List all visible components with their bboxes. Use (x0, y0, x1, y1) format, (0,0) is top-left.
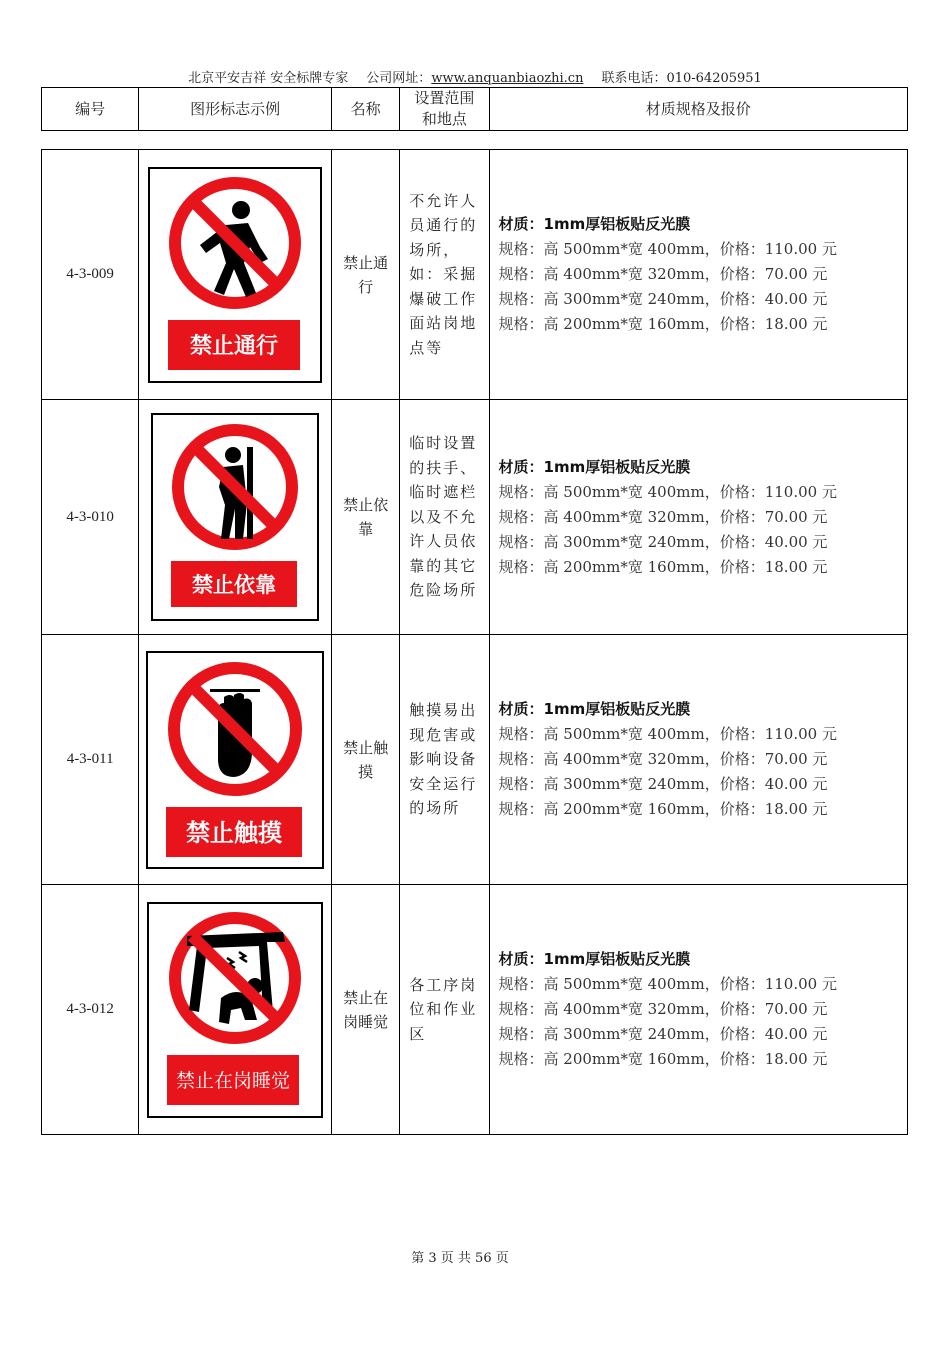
table-row (42, 150, 908, 400)
header-code: 编号 (42, 88, 139, 131)
spec-line: 规格：高 400mm*宽 320mm，价格：70.00 元 (498, 1000, 828, 1018)
prohibition-sign (151, 413, 319, 621)
sign-table (41, 149, 908, 1135)
spec-line: 规格：高 300mm*宽 240mm，价格：40.00 元 (498, 775, 828, 793)
page-footer: 第 3 页 共 56 页 (411, 1251, 509, 1266)
spec-line: 规格：高 300mm*宽 240mm，价格：40.00 元 (498, 290, 828, 308)
header-name: 名称 (331, 88, 399, 131)
prohibition-sign (147, 902, 323, 1118)
prohibition-sign (146, 651, 324, 869)
sign-code: 4-3-010 (42, 400, 139, 635)
spec-line: 规格：高 400mm*宽 320mm，价格：70.00 元 (498, 750, 828, 768)
spec-line: 规格：高 200mm*宽 160mm，价格：18.00 元 (498, 557, 828, 576)
header-image: 图形标志示例 (139, 88, 332, 131)
spec-line: 规格：高 400mm*宽 320mm，价格：70.00 元 (498, 507, 828, 526)
prohibition-sign (148, 167, 322, 383)
site-url-link[interactable]: www.anquanbiaozhi.cn (431, 71, 584, 86)
material-line: 材质：1mm厚铝板贴反光膜 (498, 457, 691, 476)
table-row (42, 400, 908, 635)
table-row (42, 885, 908, 1135)
phone-number: 联系电话：010-64205951 (601, 71, 762, 86)
sign-image (139, 400, 332, 635)
spec-line: 规格：高 300mm*宽 240mm，价格：40.00 元 (498, 1025, 828, 1043)
sign-label: 禁止在岗睡觉 (176, 1069, 291, 1092)
spec-line: 规格：高 300mm*宽 240mm，价格：40.00 元 (498, 532, 828, 551)
spec-cell (489, 885, 907, 1135)
header-scope: 设置范围和地点 (400, 88, 489, 131)
material-line: 材质：1mm厚铝板贴反光膜 (498, 215, 691, 233)
sign-label: 禁止通行 (190, 333, 279, 359)
sign-label: 禁止依靠 (192, 573, 277, 597)
sign-name: 禁止触摸 (331, 635, 399, 885)
sign-scope: 各工序岗位和作业区 (400, 885, 489, 1135)
sign-scope: 触摸易出现危害或影响设备安全运行的场所 (400, 635, 489, 885)
spec-line: 规格：高 500mm*宽 400mm，价格：110.00 元 (498, 240, 837, 258)
sign-scope: 不允许人员通行的场所，如：采掘爆破工作面站岗地点等 (400, 150, 489, 400)
page-header (0, 67, 950, 86)
spec-line: 规格：高 200mm*宽 160mm，价格：18.00 元 (498, 315, 828, 333)
spec-line: 规格：高 200mm*宽 160mm，价格：18.00 元 (498, 1050, 828, 1068)
sign-name: 禁止依靠 (331, 400, 399, 635)
spec-line: 规格：高 500mm*宽 400mm，价格：110.00 元 (498, 725, 837, 743)
spec-cell (489, 635, 907, 885)
spec-cell (489, 400, 907, 635)
spec-line: 规格：高 500mm*宽 400mm，价格：110.00 元 (498, 482, 837, 501)
sign-code: 4-3-009 (42, 150, 139, 400)
sign-name: 禁止在岗睡觉 (331, 885, 399, 1135)
sign-name: 禁止通行 (331, 150, 399, 400)
spec-line: 规格：高 200mm*宽 160mm，价格：18.00 元 (498, 800, 828, 818)
sign-image (139, 150, 332, 400)
spec-line: 规格：高 400mm*宽 320mm，价格：70.00 元 (498, 265, 828, 283)
sign-code: 4-3-011 (42, 635, 139, 885)
sign-label: 禁止触摸 (186, 818, 283, 847)
spec-cell (489, 150, 907, 400)
sign-scope: 临时设置的扶手、临时遮栏以及不允许人员依靠的其它危险场所 (400, 400, 489, 635)
material-line: 材质：1mm厚铝板贴反光膜 (498, 950, 691, 968)
column-header-table (41, 87, 908, 131)
site-label: 公司网址： (366, 71, 432, 86)
sign-image (139, 885, 332, 1135)
material-line: 材质：1mm厚铝板贴反光膜 (498, 700, 691, 718)
table-row (42, 635, 908, 885)
sign-image (139, 635, 332, 885)
sign-code: 4-3-012 (42, 885, 139, 1135)
header-spec: 材质规格及报价 (489, 88, 907, 131)
spec-line: 规格：高 500mm*宽 400mm，价格：110.00 元 (498, 975, 837, 993)
company-name: 北京平安吉祥 安全标牌专家 (188, 71, 349, 86)
